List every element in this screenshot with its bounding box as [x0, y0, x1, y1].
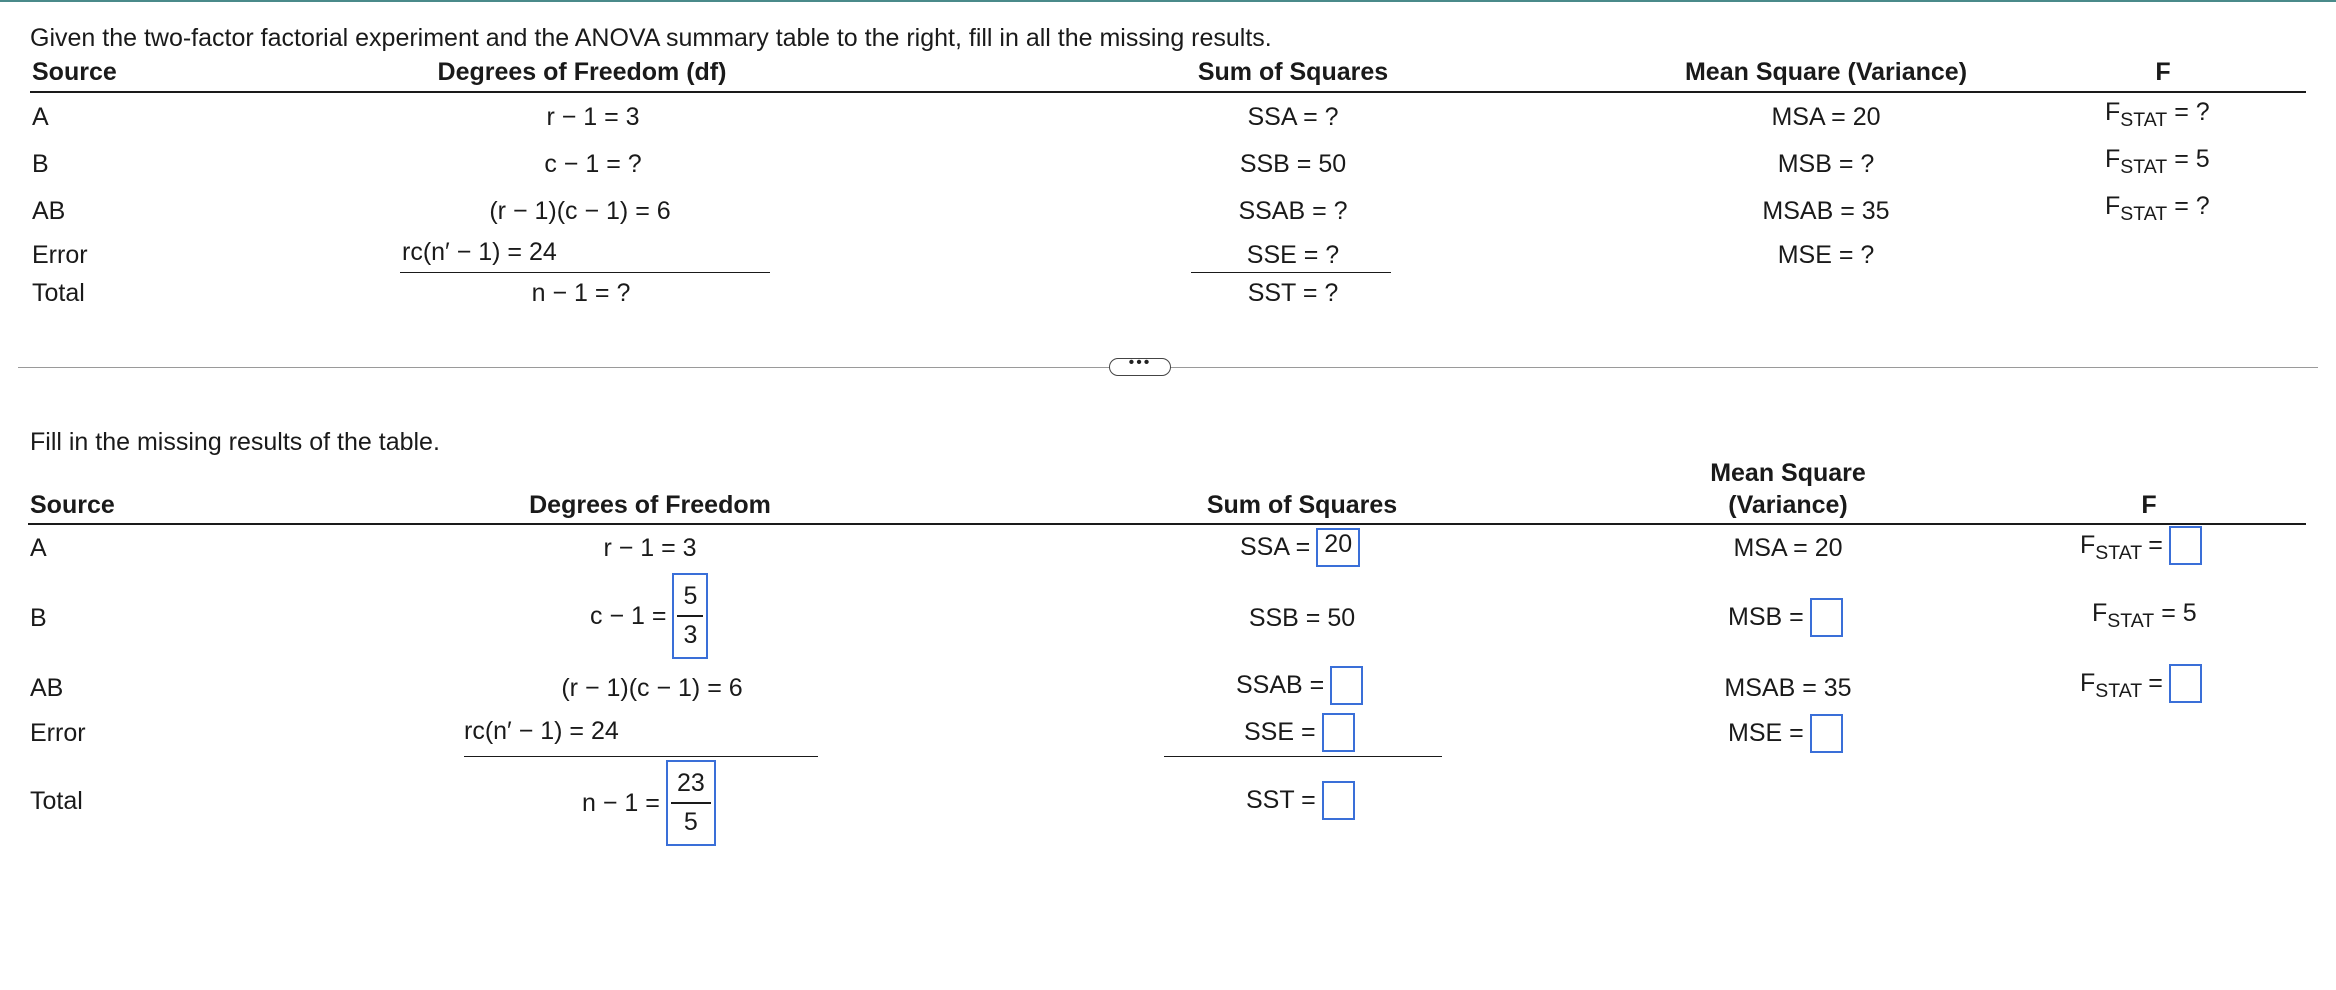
- summary-ss-error: SSE = ?: [1246, 241, 1340, 269]
- summary-header-ms: Mean Square (Variance): [1684, 58, 1968, 86]
- answer-df-total: n − 1 = 23 5: [582, 760, 716, 846]
- summary-source-b: B: [32, 150, 49, 178]
- answer-ms-b: MSB =: [1728, 598, 1843, 637]
- top-accent-line: [0, 0, 2336, 2]
- divider-drag-handle[interactable]: •••: [1109, 358, 1171, 376]
- summary-source-total: Total: [32, 279, 85, 307]
- summary-df-b: c − 1 = ?: [544, 150, 642, 178]
- summary-ss-b: SSB = 50: [1239, 150, 1347, 178]
- summary-ms-a: MSA = 20: [1771, 103, 1881, 131]
- answer-ss-total: SST =: [1246, 781, 1355, 820]
- answer-ss-sum-rule: [1164, 756, 1442, 757]
- answer-df-b: c − 1 = 5 3: [590, 573, 708, 659]
- answer-source-error: Error: [30, 719, 86, 747]
- answer-ss-a: SSA = 20: [1240, 528, 1360, 567]
- answer-f-ab: $F_{STAT}$ =: [2080, 664, 2202, 703]
- instruction-text: Fill in the missing results of the table.: [30, 428, 440, 456]
- sst-answer-box[interactable]: [1322, 781, 1355, 820]
- summary-header-rule: [30, 91, 2306, 93]
- answer-df-error: rc(n′ − 1) = 24: [464, 717, 619, 745]
- sse-answer-box[interactable]: [1322, 713, 1355, 752]
- summary-ss-ab: SSAB = ?: [1238, 197, 1348, 225]
- answer-header-df: Degrees of Freedom: [529, 491, 771, 519]
- answer-header-f: F: [2141, 491, 2157, 519]
- summary-header-ss: Sum of Squares: [1197, 58, 1389, 86]
- answer-ms-ab: MSAB = 35: [1724, 674, 1852, 702]
- summary-df-error: rc(n′ − 1) = 24: [402, 238, 557, 266]
- intro-text: Given the two-factor factorial experiment and the ANOVA summary table to the right, fill in all the missing results.: [30, 24, 1272, 52]
- summary-source-error: Error: [32, 241, 88, 269]
- answer-source-total: Total: [30, 787, 83, 815]
- answer-df-ab: (r − 1)(c − 1) = 6: [561, 674, 743, 702]
- summary-ms-ab: MSAB = 35: [1762, 197, 1890, 225]
- summary-f-b: $F_{STAT} = 5$: [2105, 145, 2210, 179]
- summary-df-sum-rule: [400, 272, 770, 273]
- answer-ss-b: SSB = 50: [1248, 604, 1356, 632]
- summary-df-ab: (r − 1)(c − 1) = 6: [489, 197, 671, 225]
- ssa-answer-box[interactable]: 20: [1316, 528, 1360, 567]
- summary-f-ab: $F_{STAT}$ = ?: [2105, 192, 2210, 226]
- fstat-a-answer-box[interactable]: [2169, 526, 2202, 565]
- answer-ss-error: SSE =: [1244, 713, 1355, 752]
- ssab-answer-box[interactable]: [1330, 666, 1363, 705]
- summary-df-a: r − 1 = 3: [546, 103, 640, 131]
- summary-header-source: Source: [32, 58, 117, 86]
- answer-ms-error: MSE =: [1728, 714, 1843, 753]
- answer-f-b: $F_{STAT} = 5$: [2092, 599, 2197, 633]
- summary-source-ab: AB: [32, 197, 66, 225]
- summary-f-a: $F_{STAT}$ = ?: [2105, 98, 2210, 132]
- answer-header-ss: Sum of Squares: [1206, 491, 1398, 519]
- answer-header-ms-line1: Mean Square: [1710, 459, 1866, 487]
- answer-df-sum-rule: [464, 756, 818, 757]
- summary-ss-a: SSA = ?: [1247, 103, 1339, 131]
- answer-f-a: $F_{STAT}$ =: [2080, 526, 2202, 565]
- summary-ms-error: MSE = ?: [1777, 241, 1875, 269]
- summary-source-a: A: [32, 103, 49, 131]
- df-total-answer-box[interactable]: 23 5: [666, 760, 716, 846]
- summary-ss-total: SST = ?: [1247, 279, 1339, 307]
- summary-ss-sum-rule: [1191, 272, 1391, 273]
- answer-header-source: Source: [30, 491, 115, 519]
- answer-source-ab: AB: [30, 674, 64, 702]
- df-b-answer-box[interactable]: 5 3: [672, 573, 708, 659]
- fstat-ab-answer-box[interactable]: [2169, 664, 2202, 703]
- mse-answer-box[interactable]: [1810, 714, 1843, 753]
- answer-df-a: r − 1 = 3: [603, 534, 697, 562]
- summary-header-df: Degrees of Freedom (df): [437, 58, 727, 86]
- msb-answer-box[interactable]: [1810, 598, 1843, 637]
- summary-df-total: n − 1 = ?: [531, 279, 631, 307]
- answer-source-b: B: [30, 604, 47, 632]
- summary-header-f: F: [2155, 58, 2171, 86]
- answer-ms-a: MSA = 20: [1733, 534, 1843, 562]
- answer-source-a: A: [30, 534, 47, 562]
- answer-ss-ab: SSAB =: [1236, 666, 1363, 705]
- answer-header-rule: [28, 523, 2306, 525]
- answer-header-ms-line2: (Variance): [1728, 491, 1848, 519]
- summary-ms-b: MSB = ?: [1777, 150, 1875, 178]
